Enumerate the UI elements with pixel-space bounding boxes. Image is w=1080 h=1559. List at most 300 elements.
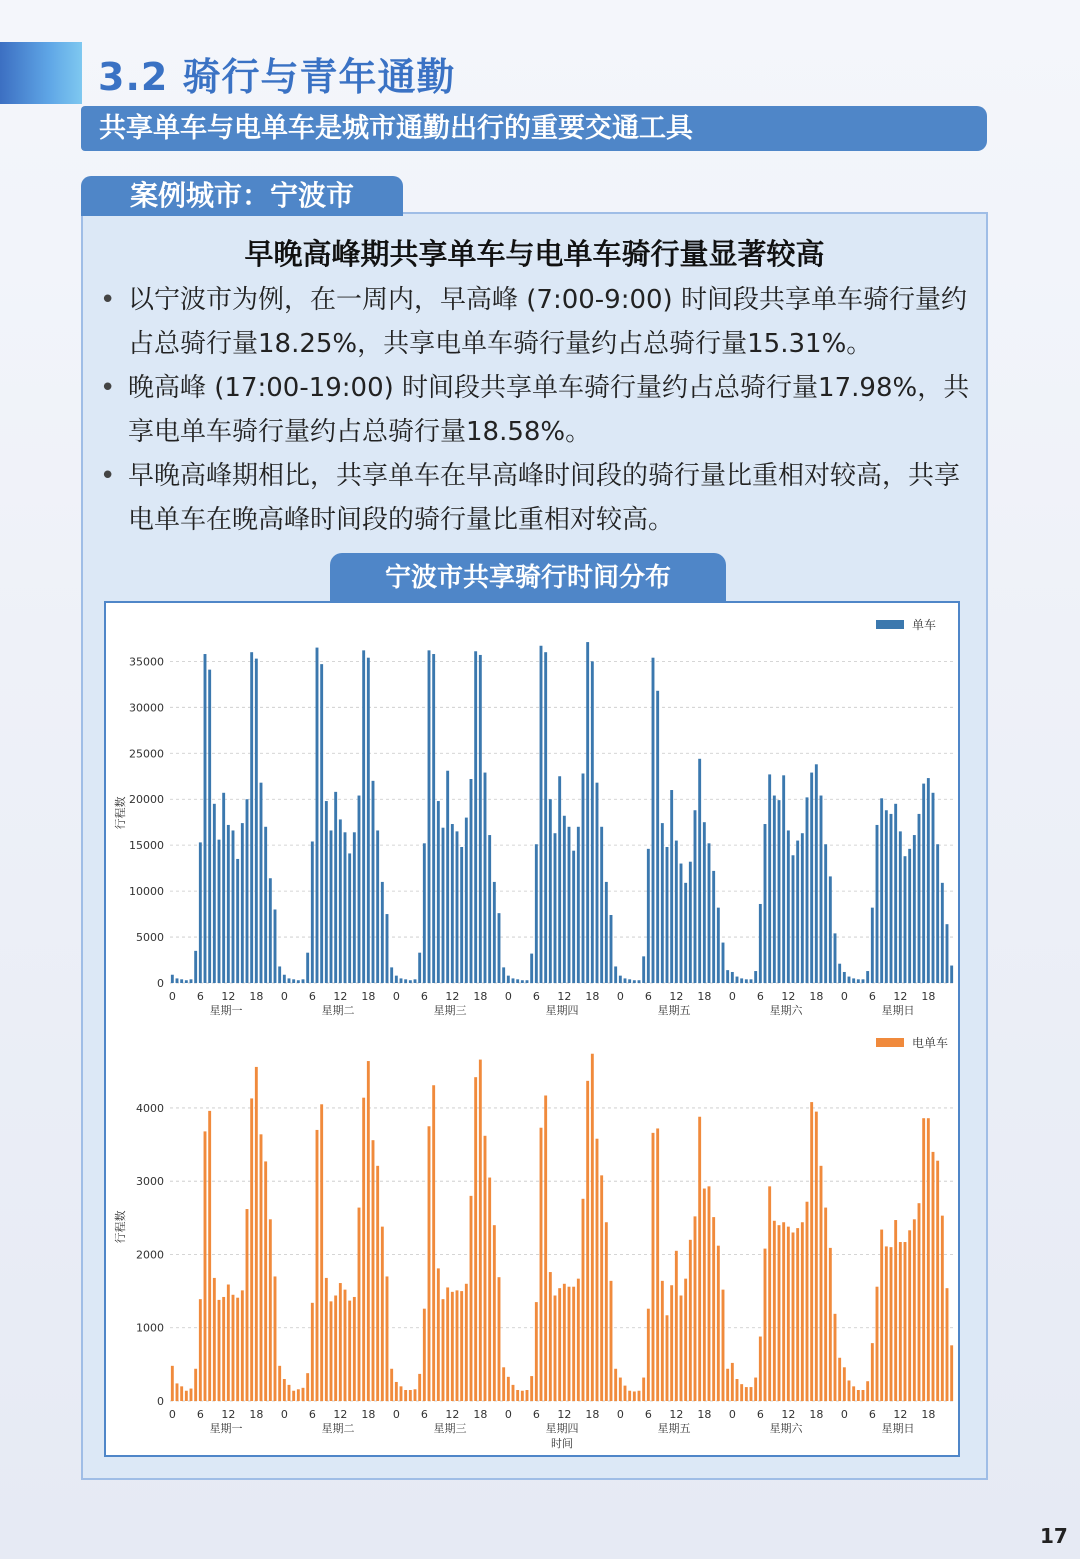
bar — [614, 1369, 617, 1401]
bar — [857, 979, 860, 983]
bar — [362, 1098, 365, 1401]
x-tick-label: 6 — [868, 990, 876, 1003]
bar — [820, 1166, 823, 1401]
bar — [908, 1230, 911, 1401]
case-city-tab: 案例城市：宁波市 — [81, 176, 403, 216]
x-tick-label: 12 — [781, 990, 796, 1003]
x-tick-label: 6 — [868, 1408, 876, 1421]
day-label: 星期三 — [433, 1004, 467, 1017]
y-tick-label: 25000 — [129, 747, 164, 761]
bar — [246, 799, 249, 983]
bar — [754, 1378, 757, 1401]
page-number: 17 — [1040, 1524, 1068, 1548]
bar — [344, 832, 347, 983]
day-label: 星期五 — [657, 1004, 691, 1017]
y-tick-label: 2000 — [136, 1248, 164, 1262]
bar — [572, 1287, 575, 1401]
bar — [759, 1337, 762, 1401]
bar — [544, 1095, 547, 1401]
legend-label: 单车 — [912, 618, 937, 632]
bar — [442, 1299, 445, 1401]
bar — [456, 831, 459, 983]
bar — [815, 1112, 818, 1401]
legend-label: 电单车 — [912, 1036, 949, 1050]
bar — [404, 979, 407, 983]
x-tick-label: 6 — [196, 1408, 204, 1421]
bar — [638, 980, 641, 983]
bar — [446, 1287, 449, 1401]
bar — [218, 840, 221, 983]
bar — [465, 818, 468, 983]
y-tick-label: 1000 — [136, 1321, 164, 1335]
x-tick-label: 18 — [809, 990, 824, 1003]
bar — [703, 1189, 706, 1401]
bar — [852, 978, 855, 983]
bar — [521, 1391, 524, 1401]
bar — [838, 964, 841, 983]
x-tick-label: 18 — [921, 990, 936, 1003]
x-tick-label: 18 — [361, 1408, 376, 1421]
x-axis-label: 时间 — [551, 1437, 573, 1450]
x-tick-label: 12 — [445, 990, 460, 1003]
x-tick-label: 0 — [392, 1408, 400, 1421]
bar — [176, 978, 179, 983]
bar — [633, 980, 636, 983]
bar — [624, 978, 627, 983]
x-tick-label: 0 — [504, 1408, 512, 1421]
bar — [512, 1385, 515, 1401]
bar — [400, 978, 403, 983]
bar — [232, 1295, 235, 1401]
bar — [232, 830, 235, 983]
bar — [614, 966, 617, 983]
bar — [890, 814, 893, 983]
x-tick-label: 12 — [333, 990, 348, 1003]
bar — [838, 1358, 841, 1401]
x-tick-label: 18 — [473, 990, 488, 1003]
bar — [866, 971, 869, 983]
bar — [316, 648, 319, 983]
bar — [610, 915, 613, 983]
bar — [876, 1287, 879, 1401]
bar — [792, 1232, 795, 1401]
bar — [409, 980, 412, 983]
bar — [806, 797, 809, 983]
bar — [498, 913, 501, 983]
y-tick-label: 3000 — [136, 1175, 164, 1189]
bar — [941, 883, 944, 983]
bar — [278, 966, 281, 983]
bar — [400, 1386, 403, 1401]
bar — [694, 810, 697, 983]
bar — [894, 1220, 897, 1401]
bar — [250, 1098, 253, 1401]
bar — [479, 1060, 482, 1401]
bar — [656, 1128, 659, 1401]
bar — [922, 1118, 925, 1401]
bar — [736, 977, 739, 983]
day-label: 星期日 — [881, 1422, 915, 1435]
bar — [339, 1283, 342, 1401]
bar — [428, 1126, 431, 1401]
bar — [208, 670, 211, 983]
bar — [862, 1390, 865, 1401]
bar — [633, 1391, 636, 1401]
bar — [502, 967, 505, 983]
bar — [815, 764, 818, 983]
bar — [554, 833, 557, 983]
bar — [596, 1139, 599, 1401]
x-tick-label: 0 — [616, 1408, 624, 1421]
bar — [885, 1246, 888, 1401]
bar — [899, 1242, 902, 1401]
bar — [236, 859, 239, 983]
bar — [269, 1219, 272, 1401]
bar — [227, 1285, 230, 1401]
bar — [666, 847, 669, 983]
bar — [180, 979, 183, 983]
bar — [843, 1367, 846, 1401]
bar — [381, 882, 384, 983]
bar — [876, 825, 879, 983]
bar — [689, 1240, 692, 1401]
bar — [432, 654, 435, 983]
bar — [418, 1374, 421, 1401]
bar — [806, 1202, 809, 1401]
section-accent-bar — [0, 42, 82, 104]
bar — [330, 1301, 333, 1401]
bar — [918, 1203, 921, 1401]
bar — [260, 783, 263, 983]
bar — [647, 849, 650, 983]
x-tick-label: 18 — [249, 990, 264, 1003]
bar — [927, 1118, 930, 1401]
bar — [950, 966, 953, 983]
bar — [628, 979, 631, 983]
bar — [610, 1281, 613, 1401]
bar — [810, 1102, 813, 1401]
bar — [666, 1315, 669, 1401]
bar — [274, 909, 277, 983]
bar — [353, 832, 356, 983]
bar — [871, 1343, 874, 1401]
bar — [432, 1085, 435, 1401]
bar — [442, 828, 445, 983]
bar — [778, 1225, 781, 1401]
bar — [572, 851, 575, 983]
bar — [320, 1104, 323, 1401]
bar — [414, 1389, 417, 1401]
section-title: 3.2 骑行与青年通勤 — [98, 55, 456, 99]
bar — [404, 1390, 407, 1401]
bar — [950, 1345, 953, 1401]
bar — [694, 1216, 697, 1401]
bar — [255, 1067, 258, 1401]
bar — [334, 792, 337, 983]
y-tick-label: 20000 — [129, 793, 164, 807]
bar — [563, 816, 566, 983]
bar — [526, 980, 529, 983]
bar — [390, 1369, 393, 1401]
bar — [521, 980, 524, 983]
y-tick-label: 5000 — [136, 931, 164, 945]
bar — [376, 1166, 379, 1401]
bar — [894, 804, 897, 983]
bar — [824, 844, 827, 983]
x-tick-label: 18 — [585, 1408, 600, 1421]
bar — [717, 1246, 720, 1401]
x-tick-label: 0 — [728, 990, 736, 1003]
bar — [507, 976, 510, 983]
bar — [353, 1297, 356, 1401]
day-label: 星期三 — [433, 1422, 467, 1435]
bar — [372, 781, 375, 983]
bar — [386, 914, 389, 983]
bar — [451, 1292, 454, 1401]
bar — [843, 972, 846, 983]
bar — [292, 979, 295, 983]
bar — [852, 1386, 855, 1401]
y-axis-label: 行程数 — [114, 796, 127, 830]
bar — [344, 1290, 347, 1401]
bar — [642, 956, 645, 983]
x-tick-label: 12 — [893, 1408, 908, 1421]
bar — [712, 1217, 715, 1401]
bar — [288, 1385, 291, 1401]
bar — [423, 1309, 426, 1401]
x-tick-label: 12 — [333, 1408, 348, 1421]
bar — [437, 801, 440, 983]
bar — [241, 823, 244, 983]
x-tick-label: 12 — [557, 1408, 572, 1421]
bar — [801, 1222, 804, 1401]
bar — [796, 841, 799, 983]
bar — [358, 1208, 361, 1401]
bar — [330, 830, 333, 983]
bar — [171, 975, 174, 983]
y-tick-label: 0 — [157, 1395, 164, 1408]
x-tick-label: 6 — [420, 990, 428, 1003]
bar — [918, 814, 921, 983]
bar — [848, 1380, 851, 1401]
bar — [670, 790, 673, 983]
bar — [563, 1284, 566, 1401]
ride-time-distribution-chart — [106, 603, 958, 1455]
bar — [526, 1390, 529, 1401]
bar — [591, 661, 594, 983]
bar — [936, 1161, 939, 1401]
bar — [675, 841, 678, 983]
x-tick-label: 0 — [504, 990, 512, 1003]
bar — [871, 908, 874, 983]
bar — [750, 979, 753, 983]
bar — [274, 1276, 277, 1401]
bar — [768, 774, 771, 983]
bar — [311, 841, 314, 983]
bar — [535, 844, 538, 983]
x-tick-label: 12 — [669, 990, 684, 1003]
x-tick-label: 6 — [532, 1408, 540, 1421]
bar — [372, 1140, 375, 1401]
bar — [591, 1054, 594, 1401]
bar — [726, 1369, 729, 1401]
bar — [568, 827, 571, 983]
bar — [171, 1366, 174, 1401]
bar — [549, 1272, 552, 1401]
bar — [638, 1391, 641, 1401]
bar — [596, 783, 599, 983]
x-tick-label: 6 — [196, 990, 204, 1003]
day-label: 星期一 — [209, 1422, 243, 1435]
bar — [759, 904, 762, 983]
bar — [278, 1366, 281, 1401]
bar — [708, 843, 711, 983]
bar — [568, 1287, 571, 1401]
bar — [792, 855, 795, 983]
bar — [255, 659, 258, 983]
x-tick-label: 18 — [809, 1408, 824, 1421]
bar — [306, 1373, 309, 1401]
x-tick-label: 0 — [280, 1408, 288, 1421]
bar — [684, 883, 687, 983]
bar — [325, 1278, 328, 1401]
bar — [936, 844, 939, 983]
bar — [185, 1391, 188, 1401]
chart-container — [104, 601, 960, 1457]
bullet-item: • 以宁波市为例，在一周内，早高峰 (7:00-9:00) 时间段共享单车骑行量约占总骑行量18.25%，共享电单车骑行量约占总骑行量15.31%。 — [98, 278, 978, 366]
bar — [479, 655, 482, 983]
x-tick-label: 0 — [392, 990, 400, 1003]
bar — [222, 793, 225, 983]
bar — [605, 1222, 608, 1401]
bar — [484, 1136, 487, 1401]
bar — [204, 654, 207, 983]
x-tick-label: 12 — [893, 990, 908, 1003]
y-tick-label: 0 — [157, 977, 164, 990]
bar — [829, 1248, 832, 1401]
bar — [652, 1133, 655, 1401]
bar — [213, 1278, 216, 1401]
bar — [904, 856, 907, 983]
bar — [731, 1363, 734, 1401]
x-tick-label: 6 — [420, 1408, 428, 1421]
x-tick-label: 6 — [756, 1408, 764, 1421]
bar — [801, 833, 804, 983]
bar — [652, 658, 655, 983]
bar — [680, 864, 683, 983]
bar — [316, 1130, 319, 1401]
bar — [409, 1390, 412, 1401]
bar — [507, 1377, 510, 1401]
bar — [470, 779, 473, 983]
bar — [288, 978, 291, 983]
bar — [740, 978, 743, 983]
bar — [222, 1297, 225, 1401]
x-tick-label: 12 — [669, 1408, 684, 1421]
bar — [880, 798, 883, 983]
bar — [395, 976, 398, 983]
x-tick-label: 0 — [280, 990, 288, 1003]
bar — [376, 830, 379, 983]
bar — [194, 951, 197, 983]
topic-banner: 共享单车与电单车是城市通勤出行的重要交通工具 — [81, 106, 987, 151]
bar — [250, 652, 253, 983]
bar — [932, 1152, 935, 1401]
bar — [698, 759, 701, 983]
day-label: 星期四 — [545, 1004, 579, 1017]
bar — [764, 824, 767, 983]
bar — [269, 878, 272, 983]
bar — [577, 1279, 580, 1401]
bar — [768, 1186, 771, 1401]
bar — [297, 1389, 300, 1401]
day-label: 星期二 — [321, 1422, 355, 1435]
bar — [246, 1209, 249, 1401]
bar — [778, 800, 781, 983]
bar — [647, 1309, 650, 1401]
bar — [367, 1061, 370, 1401]
bar — [456, 1290, 459, 1401]
bar — [204, 1131, 207, 1401]
bar — [866, 1381, 869, 1401]
bar — [498, 1277, 501, 1401]
bar — [703, 822, 706, 983]
x-tick-label: 0 — [728, 1408, 736, 1421]
bar — [302, 1388, 305, 1401]
bar — [708, 1186, 711, 1401]
bar — [190, 979, 193, 983]
bar — [722, 943, 725, 983]
bar — [848, 977, 851, 983]
bar — [913, 835, 916, 983]
x-tick-label: 18 — [361, 990, 376, 1003]
y-axis-label: 行程数 — [114, 1210, 127, 1244]
bar — [787, 830, 790, 983]
x-tick-label: 0 — [168, 1408, 176, 1421]
bar — [530, 1376, 533, 1401]
bar — [661, 823, 664, 983]
day-label: 星期四 — [545, 1422, 579, 1435]
bar — [712, 871, 715, 983]
bar — [218, 1300, 221, 1401]
bar — [395, 1382, 398, 1401]
bar — [208, 1111, 211, 1401]
x-tick-label: 6 — [532, 990, 540, 1003]
bar — [736, 1379, 739, 1401]
bar — [577, 827, 580, 983]
bar — [773, 796, 776, 983]
bar — [213, 804, 216, 983]
x-tick-label: 18 — [921, 1408, 936, 1421]
chart-title-tab: 宁波市共享骑行时间分布 — [330, 553, 726, 601]
bar — [582, 1199, 585, 1401]
bar — [764, 1249, 767, 1401]
bar — [358, 796, 361, 983]
bar — [484, 773, 487, 983]
x-tick-label: 0 — [168, 990, 176, 1003]
day-label: 星期六 — [769, 1422, 803, 1435]
bar — [297, 980, 300, 983]
bar — [283, 1379, 286, 1401]
x-tick-label: 18 — [697, 1408, 712, 1421]
y-tick-label: 30000 — [129, 701, 164, 715]
bar — [740, 1384, 743, 1401]
bar — [516, 979, 519, 983]
bar — [782, 775, 785, 983]
bar — [488, 1178, 491, 1401]
bar — [829, 876, 832, 983]
bar — [834, 1314, 837, 1401]
